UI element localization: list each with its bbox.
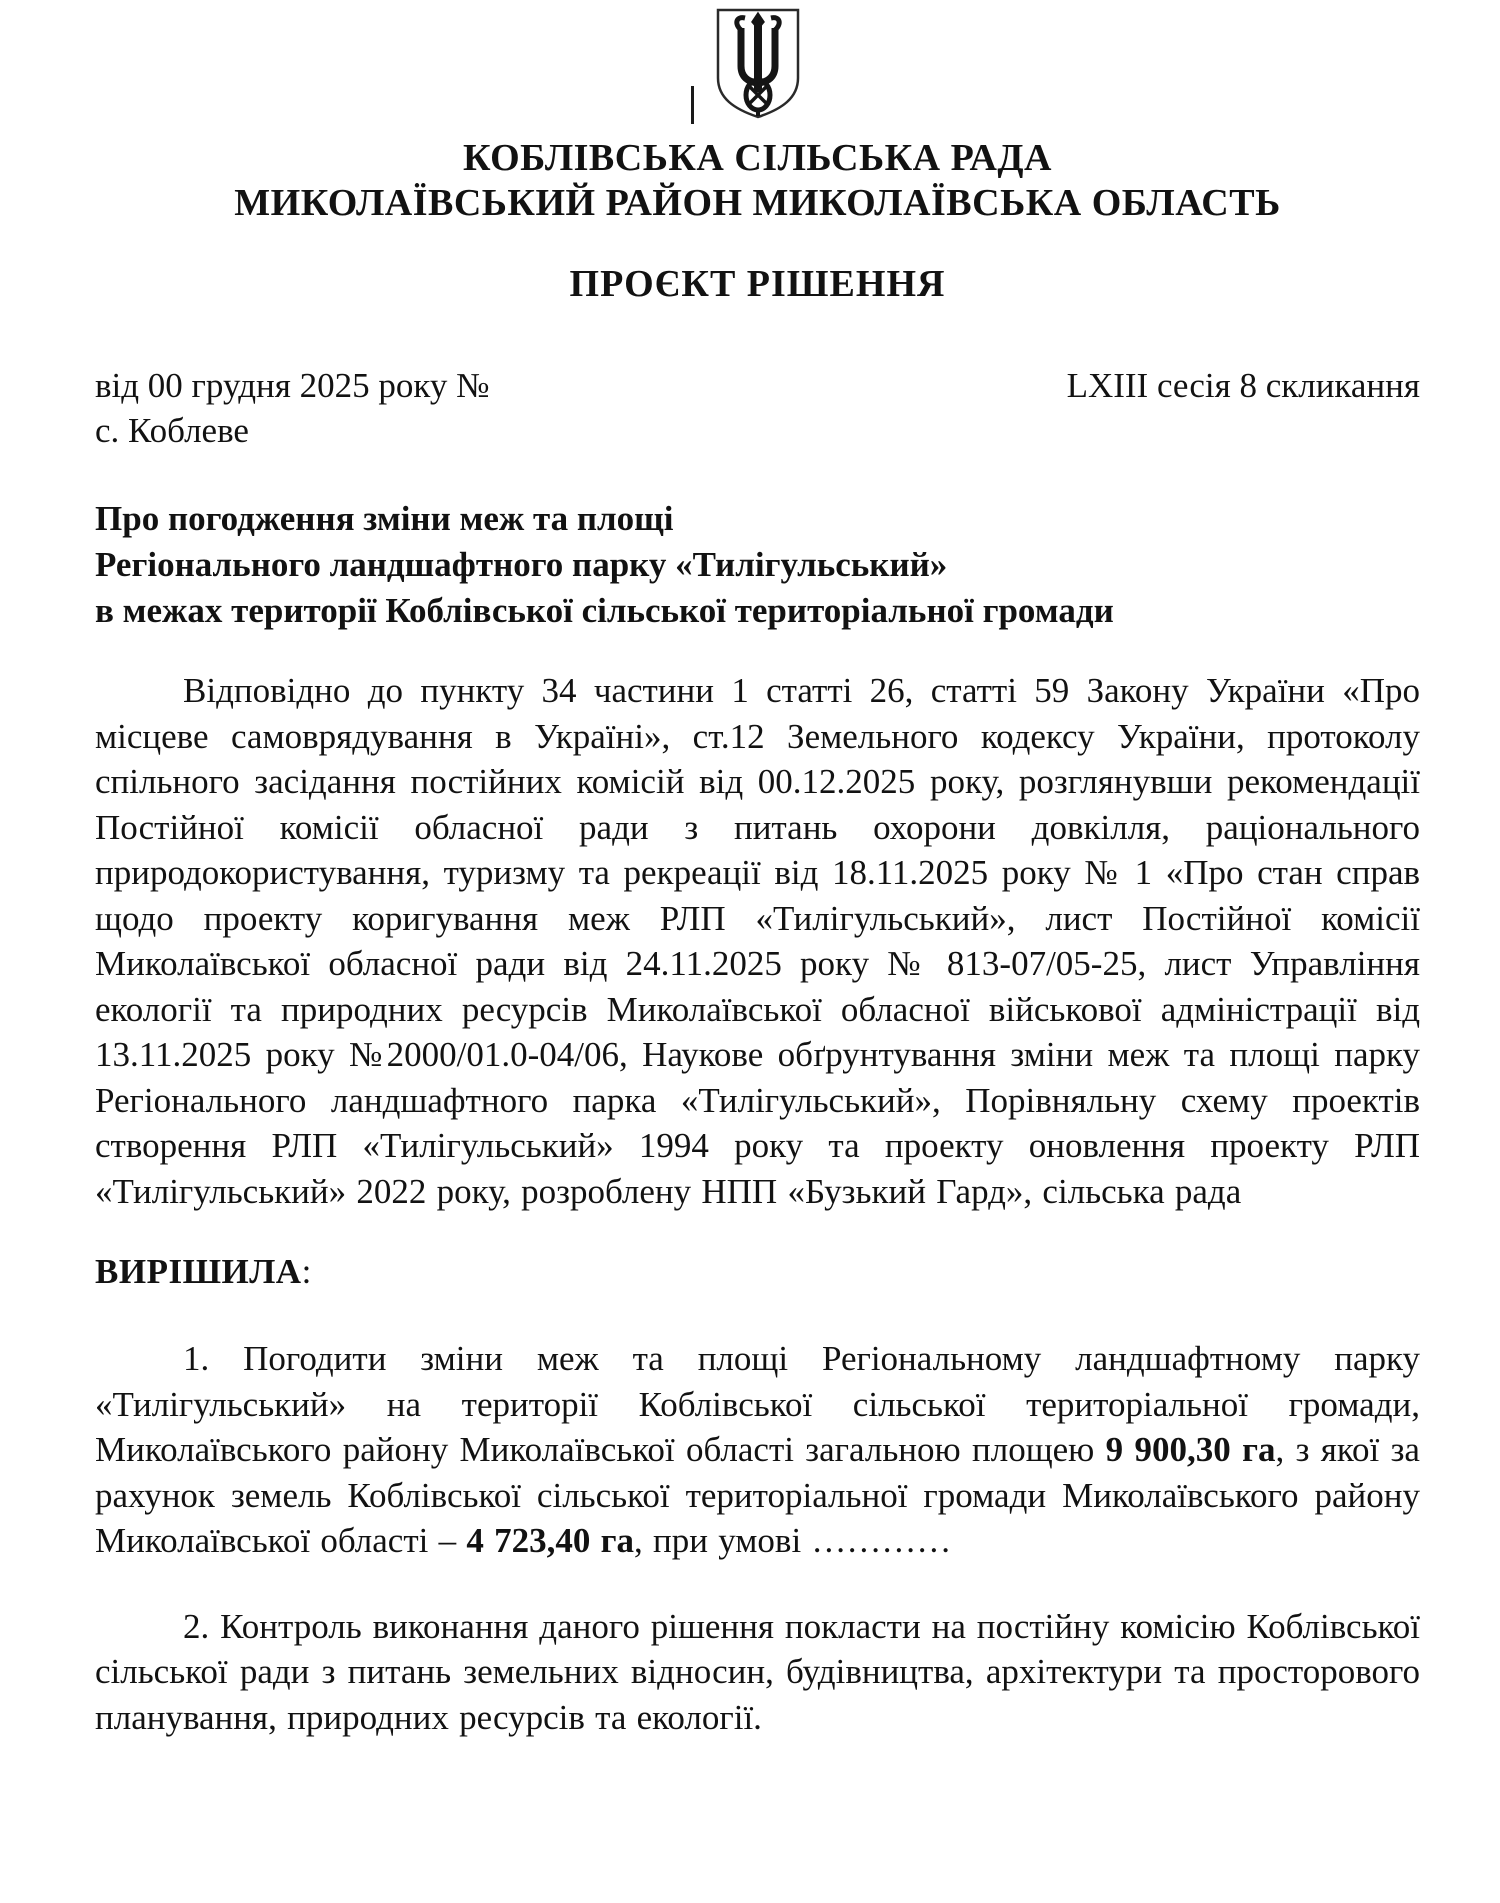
- emblem-row: [95, 6, 1420, 120]
- preamble-paragraph: Відповідно до пункту 34 частини 1 статті 26, статті 59 Закону України «Про місцеве самоврядування в Україні», ст.12 Земельного кодексу України, протоколу спільного засідання постійних комісій від 00.12.2025 року, розглянувши рекомендації Постійної комісії обласної ради з питань охорони довкілля, раціонального природокористування, туризму та рекреації від 18.11.2025 року № 1 «Про стан справ щодо проекту коригування меж РЛП «Тилігульський», лист Постійної комісії Миколаївської обласної ради від 24.11.2025 року № 813-07/05-25, лист Управління екології та природних ресурсів Миколаївської обласної військової адміністрації від 13.11.2025 року №2000/01.0-04/06, Наукове обґрунтування зміни меж та площі парку Регіонального ландшафтного парка «Тилігульський», Порівняльну схему проектів створення РЛП «Тилігульський» 1994 року та проекту оновлення проекту РЛП «Тилігульський» 2022 року, розроблену НПП «Бузький Гард», сільська рада: [95, 671, 1420, 1211]
- subject-heading: [95, 496, 1420, 634]
- item1-area-community: 4 723,40 га: [466, 1521, 635, 1560]
- org-header: [95, 136, 1420, 226]
- org-name-line1: КОБЛІВСЬКА СІЛЬСЬКА РАДА: [462, 137, 1052, 179]
- session-line: LXIII сесія 8 скликання: [1066, 366, 1420, 405]
- doc-date-line: від 00 грудня 2025 року №: [95, 366, 490, 405]
- item1-area-total: 9 900,30 га: [1105, 1430, 1276, 1469]
- resolved-colon: :: [301, 1252, 312, 1291]
- doc-type-title: ПРОЄКТ РІШЕННЯ: [569, 263, 946, 305]
- resolution-item-2: 2. Контроль виконання даного рішення покласти на постійну комісію Коблівської сільської ради з питань земельних відносин, будівництва, архітектури та просторового планування, природних ресурсів та екології.: [95, 1606, 1420, 1737]
- item1-text-part1: 1. Погодити зміни меж та площі Регіональному ландшафтному парку «Тилігульський» на території Коблівської сільської територіальної громади, Миколаївського району Миколаївської області загальною площею: [95, 1339, 1420, 1469]
- resolved-line: [95, 1249, 1420, 1294]
- subject-line1: Про погодження зміни меж та площі: [95, 499, 674, 538]
- place-line: с. Коблеве: [95, 411, 249, 450]
- meta-row: [95, 363, 1420, 408]
- resolution-item-1: [95, 1336, 1420, 1564]
- item1-text-part2: , з якої за рахунок земель Коблівської сільської територіальної громади Миколаївського району Миколаївської області –: [95, 1430, 1420, 1560]
- resolved-word: ВИРІШИЛА: [95, 1252, 302, 1291]
- subject-line2: Регіонального ландшафтного парку «Тилігульський»: [95, 545, 948, 584]
- ukraine-trident-icon: [710, 107, 806, 124]
- org-name-line2: МИКОЛАЇВСЬКИЙ РАЙОН МИКОЛАЇВСЬКА ОБЛАСТЬ: [234, 182, 1281, 224]
- item1-text-part3: , при умові …………: [634, 1521, 952, 1560]
- subject-line3: в межах території Коблівської сільської територіальної громади: [95, 591, 1114, 630]
- text-cursor-artifact: [691, 86, 694, 124]
